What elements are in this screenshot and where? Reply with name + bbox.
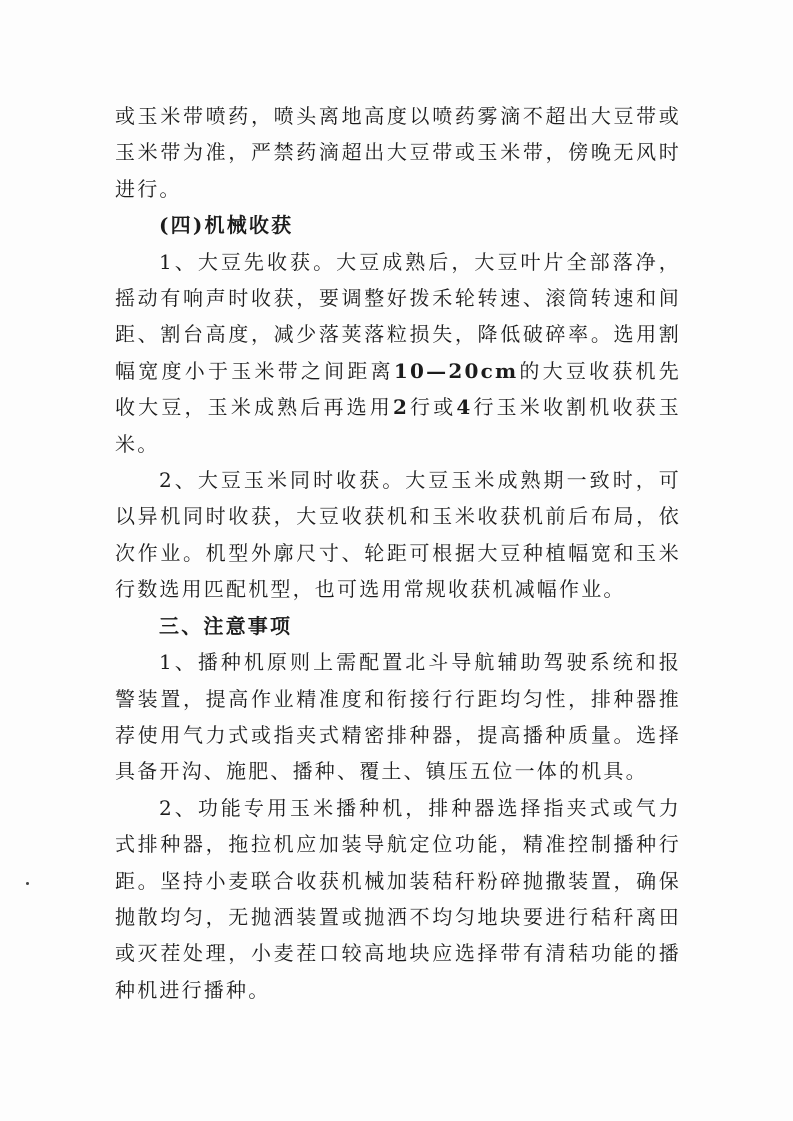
document-body — [115, 98, 681, 1008]
paragraph-soybean-first-harvest — [115, 244, 681, 462]
text-run-bold: 2 — [392, 395, 410, 420]
text-run: 的大豆收获机先收大豆，玉米成熟后再选用 — [115, 358, 682, 420]
text-run-bold: 10—20cm — [393, 358, 519, 383]
paragraph-note-seeder-navigation: 1、播种机原则上需配置北斗导航辅助驾驶系统和报警装置，提高作业精准度和衔接行行距均匀性，排种器推荐使用气力式或指夹式精密排种器，提高播种质量。选择具备开沟、施肥、播种、覆土、镇压五位一体的机具。 — [115, 650, 681, 784]
paragraph-spraying-continued: 或玉米带喷药，喷头离地高度以喷药雾滴不超出大豆带或玉米带为准，严禁药滴超出大豆带或玉米带，傍晚无风时进行。 — [115, 104, 681, 201]
section-title-mechanical-harvest: (四)机械收获 — [159, 213, 294, 238]
text-run: 行玉米收割机收获玉米。 — [115, 395, 681, 456]
text-run: 行或 — [409, 395, 457, 420]
section-title-precautions: 三、注意事项 — [159, 613, 293, 638]
paragraph-simultaneous-harvest: 2、大豆玉米同时收获。大豆玉米成熟期一致时，可以异机同时收获，大豆收获机和玉米收获机前后布局，依次作业。机型外廓尺寸、轮距可根据大豆种植幅宽和玉米行数选用匹配机型，也可选用常规收获机减幅作业。 — [115, 468, 681, 602]
paragraph-note-corn-seeder: 2、功能专用玉米播种机，排种器选择指夹式或气力式排种器，拖拉机应加装导航定位功能，精准控制播种行距。坚持小麦联合收获机械加装秸秆粉碎抛撒装置，确保抛散均匀，无抛洒装置或抛洒不均匀地块要进行秸秆离田或灭茬处理，小麦茬口较高地块应选择带有清秸功能的播种机进行播种。 — [115, 795, 681, 1002]
scan-speck — [26, 882, 29, 885]
text-run-bold: 4 — [456, 395, 473, 420]
text-run: 1、大豆先收获。大豆成熟后，大豆叶片全部落净，摇动有响声时收获，要调整好拨禾轮转速、滚筒转速和间距、割台高度，减少落荚落粒损失，降低破碎率。选用割幅宽度小于玉米带之间距离 — [115, 249, 681, 383]
